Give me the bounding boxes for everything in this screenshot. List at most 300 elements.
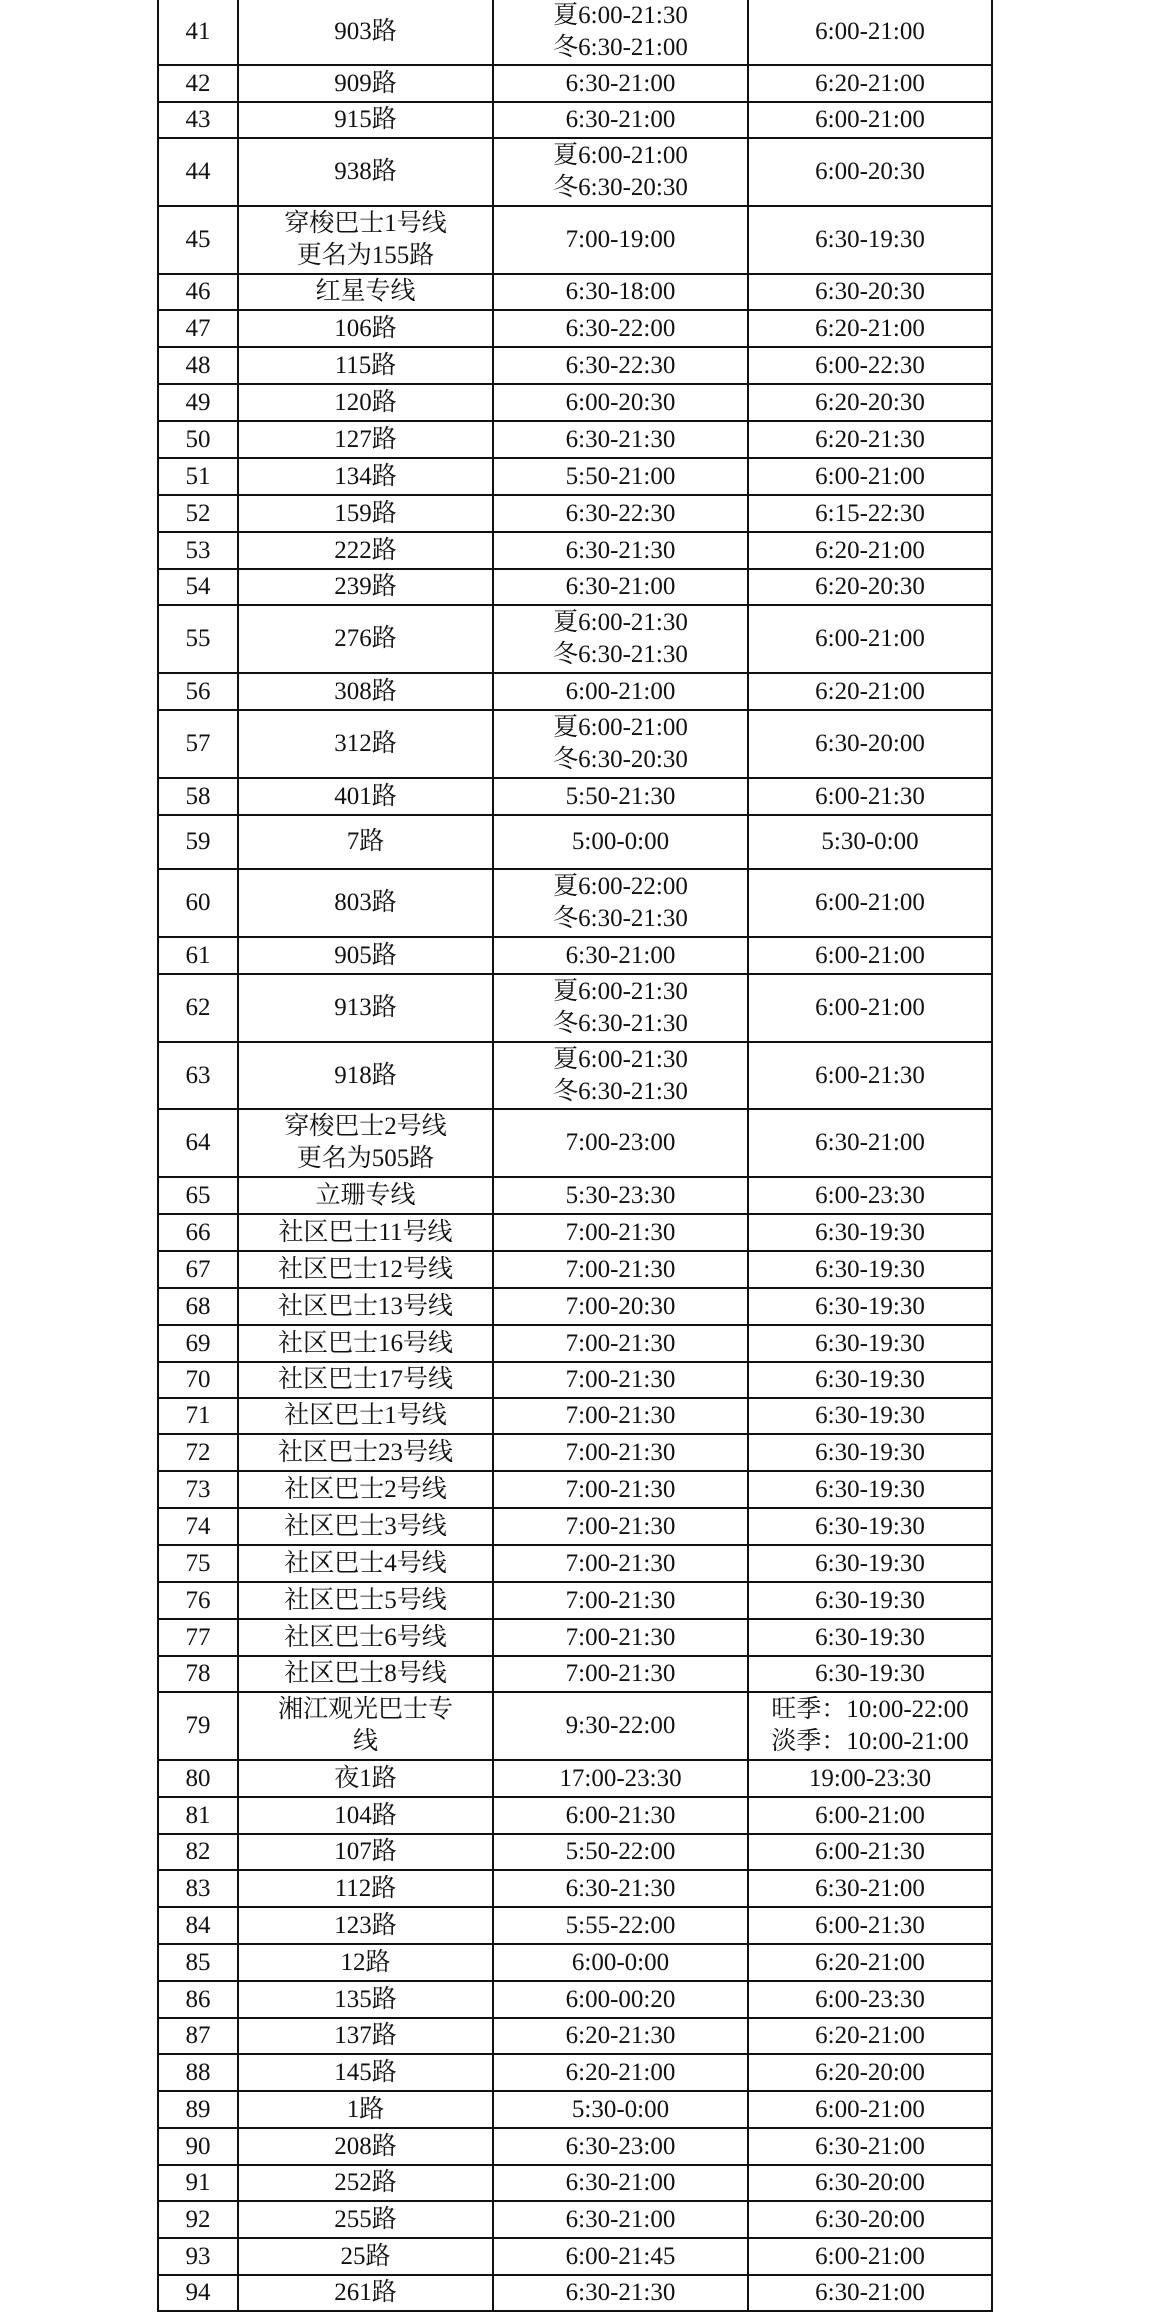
schedule-time-alt-cell bbox=[748, 1870, 992, 1907]
cell-line: 6:20-20:30 bbox=[815, 388, 925, 416]
schedule-time-alt-cell bbox=[748, 206, 992, 274]
cell-line: 239路 bbox=[334, 573, 397, 600]
schedule-time-alt-cell bbox=[748, 347, 992, 384]
cell-line: 137路 bbox=[334, 2022, 397, 2049]
route-name-cell bbox=[238, 421, 493, 458]
schedule-time-alt-cell bbox=[748, 1434, 992, 1471]
route-name-cell bbox=[238, 102, 493, 138]
cell-line: 915路 bbox=[334, 106, 397, 133]
cell-line: 903路 bbox=[334, 18, 397, 45]
cell-line: 6:30-19:30 bbox=[815, 1512, 925, 1540]
cell-line: 夏6:00-21:30 bbox=[553, 2, 688, 29]
route-name-cell bbox=[238, 495, 493, 532]
table-row bbox=[158, 495, 992, 532]
schedule-time-alt-cell bbox=[748, 384, 992, 421]
route-name-cell bbox=[238, 2165, 493, 2201]
table-row bbox=[158, 605, 992, 673]
table-row bbox=[158, 710, 992, 778]
cell-line: 5:30-0:00 bbox=[571, 2095, 670, 2123]
schedule-time-cell bbox=[493, 65, 748, 102]
route-name-cell bbox=[238, 1109, 493, 1177]
cell-line: 6:30-21:00 bbox=[815, 2279, 925, 2306]
cell-line: 6:30-21:00 bbox=[565, 573, 676, 600]
route-name-cell bbox=[238, 1288, 493, 1325]
schedule-time-alt-cell bbox=[748, 1362, 992, 1398]
cell-line: 冬6:30-20:30 bbox=[553, 174, 688, 201]
table-row bbox=[158, 2238, 992, 2275]
cell-line: 6:20-21:00 bbox=[815, 1948, 925, 1976]
row-number-cell: 59 bbox=[158, 815, 238, 869]
route-name-cell bbox=[238, 1582, 493, 1619]
table-row bbox=[158, 1619, 992, 1656]
schedule-time-cell bbox=[493, 937, 748, 974]
table-row bbox=[158, 1797, 992, 1834]
route-name-cell bbox=[238, 974, 493, 1042]
schedule-time-cell bbox=[493, 347, 748, 384]
cell-line: 6:20-21:00 bbox=[815, 69, 925, 97]
cell-line: 25路 bbox=[340, 2242, 391, 2270]
cell-line: 更名为155路 bbox=[296, 242, 435, 269]
cell-line: 冬6:30-21:00 bbox=[553, 34, 688, 61]
cell-line: 社区巴士2号线 bbox=[284, 1475, 447, 1503]
route-name-cell bbox=[238, 1362, 493, 1398]
table-row bbox=[158, 310, 992, 347]
schedule-time-alt-cell bbox=[748, 1109, 992, 1177]
cell-line: 6:20-21:00 bbox=[565, 2058, 676, 2086]
cell-line: 夏6:00-21:00 bbox=[553, 142, 688, 169]
cell-line: 6:30-19:30 bbox=[815, 1438, 925, 1466]
route-name-cell bbox=[238, 1251, 493, 1288]
schedule-time-cell bbox=[493, 1251, 748, 1288]
route-name-cell bbox=[238, 1398, 493, 1434]
cell-line: 159路 bbox=[334, 499, 397, 527]
schedule-time-alt-cell bbox=[748, 310, 992, 347]
cell-line: 7:00-21:30 bbox=[565, 1402, 676, 1429]
schedule-time-cell bbox=[493, 1619, 748, 1656]
cell-line: 7:00-21:30 bbox=[565, 1549, 676, 1577]
row-number-cell: 57 bbox=[158, 710, 238, 778]
route-name-cell bbox=[238, 1760, 493, 1797]
cell-line: 6:00-21:00 bbox=[815, 106, 925, 133]
route-name-cell bbox=[238, 710, 493, 778]
cell-line: 106路 bbox=[334, 314, 397, 342]
cell-line: 6:20-21:30 bbox=[565, 2022, 676, 2049]
cell-line: 6:00-21:30 bbox=[815, 1838, 925, 1865]
row-number-cell: 54 bbox=[158, 569, 238, 605]
route-name-cell bbox=[238, 2091, 493, 2128]
route-name-cell bbox=[238, 532, 493, 569]
table-row bbox=[158, 1177, 992, 1214]
route-name-cell bbox=[238, 937, 493, 974]
cell-line: 社区巴士4号线 bbox=[284, 1549, 447, 1577]
table-row bbox=[158, 0, 992, 65]
row-number-cell: 69 bbox=[158, 1325, 238, 1362]
schedule-time-cell bbox=[493, 1760, 748, 1797]
schedule-time-cell bbox=[493, 138, 748, 206]
cell-line: 112路 bbox=[334, 1874, 397, 1902]
schedule-time-cell bbox=[493, 206, 748, 274]
table-row bbox=[158, 1109, 992, 1177]
table-row bbox=[158, 778, 992, 815]
row-number-cell: 71 bbox=[158, 1398, 238, 1434]
schedule-time-cell bbox=[493, 1834, 748, 1870]
table-row bbox=[158, 2128, 992, 2165]
cell-line: 6:00-21:30 bbox=[565, 1801, 676, 1829]
schedule-time-alt-cell bbox=[748, 1907, 992, 1944]
row-number-cell: 47 bbox=[158, 310, 238, 347]
cell-line: 社区巴士17号线 bbox=[277, 1366, 453, 1393]
cell-line: 6:30-21:30 bbox=[565, 425, 676, 453]
cell-line: 9:30-22:00 bbox=[565, 1712, 676, 1739]
route-name-cell bbox=[238, 2201, 493, 2238]
cell-line: 6:00-21:30 bbox=[815, 1911, 925, 1939]
schedule-time-alt-cell bbox=[748, 569, 992, 605]
schedule-time-alt-cell bbox=[748, 102, 992, 138]
schedule-time-alt-cell bbox=[748, 1545, 992, 1582]
cell-line: 127路 bbox=[334, 425, 397, 453]
table-row bbox=[158, 384, 992, 421]
row-number-cell: 80 bbox=[158, 1760, 238, 1797]
cell-line: 6:30-21:30 bbox=[565, 1874, 676, 1902]
table-row bbox=[158, 2091, 992, 2128]
row-number-cell: 64 bbox=[158, 1109, 238, 1177]
schedule-time-cell bbox=[493, 532, 748, 569]
row-number-cell: 65 bbox=[158, 1177, 238, 1214]
table-row bbox=[158, 1398, 992, 1434]
cell-line: 6:30-19:30 bbox=[815, 1623, 925, 1651]
table-row bbox=[158, 2165, 992, 2201]
schedule-time-alt-cell bbox=[748, 1834, 992, 1870]
cell-line: 6:30-19:30 bbox=[815, 1475, 925, 1503]
table-row bbox=[158, 1508, 992, 1545]
cell-line: 7路 bbox=[346, 828, 385, 855]
schedule-time-alt-cell bbox=[748, 1288, 992, 1325]
row-number-cell: 45 bbox=[158, 206, 238, 274]
row-number-cell: 70 bbox=[158, 1362, 238, 1398]
row-number-cell: 41 bbox=[158, 0, 238, 65]
route-name-cell bbox=[238, 1834, 493, 1870]
schedule-time-cell bbox=[493, 1042, 748, 1109]
route-name-cell bbox=[238, 815, 493, 869]
cell-line: 312路 bbox=[334, 730, 397, 757]
route-name-cell bbox=[238, 2238, 493, 2275]
route-name-cell bbox=[238, 1325, 493, 1362]
schedule-time-cell bbox=[493, 274, 748, 310]
schedule-time-alt-cell bbox=[748, 1981, 992, 2018]
bus-schedule-table bbox=[157, 0, 993, 2312]
cell-line: 社区巴士12号线 bbox=[277, 1255, 453, 1283]
schedule-time-alt-cell bbox=[748, 2238, 992, 2275]
cell-line: 夏6:00-21:30 bbox=[553, 1045, 688, 1073]
cell-line: 6:00-20:30 bbox=[815, 158, 925, 185]
cell-line: 5:30-23:30 bbox=[565, 1181, 676, 1209]
cell-line: 6:30-21:00 bbox=[565, 69, 676, 97]
cell-line: 120路 bbox=[334, 388, 397, 416]
cell-line: 6:00-21:00 bbox=[815, 1801, 925, 1829]
row-number-cell: 86 bbox=[158, 1981, 238, 2018]
schedule-time-alt-cell bbox=[748, 2165, 992, 2201]
cell-line: 6:30-19:30 bbox=[815, 1660, 925, 1687]
row-number-cell: 76 bbox=[158, 1582, 238, 1619]
cell-line: 6:30-19:30 bbox=[815, 1292, 925, 1320]
table-row bbox=[158, 1471, 992, 1508]
table-row bbox=[158, 1251, 992, 1288]
cell-line: 社区巴士23号线 bbox=[277, 1438, 453, 1466]
route-name-cell bbox=[238, 1434, 493, 1471]
cell-line: 401路 bbox=[334, 782, 397, 810]
row-number-cell: 78 bbox=[158, 1656, 238, 1692]
cell-line: 261路 bbox=[334, 2279, 397, 2306]
cell-line: 12路 bbox=[340, 1948, 391, 1976]
row-number-cell: 81 bbox=[158, 1797, 238, 1834]
cell-line: 6:20-20:00 bbox=[815, 2058, 925, 2086]
schedule-time-cell bbox=[493, 974, 748, 1042]
route-name-cell bbox=[238, 2054, 493, 2091]
cell-line: 6:20-21:00 bbox=[815, 314, 925, 342]
schedule-time-cell bbox=[493, 1582, 748, 1619]
schedule-time-cell bbox=[493, 1177, 748, 1214]
cell-line: 6:00-0:00 bbox=[571, 1948, 670, 1976]
route-name-cell bbox=[238, 1508, 493, 1545]
route-name-cell bbox=[238, 2018, 493, 2054]
cell-line: 7:00-23:00 bbox=[565, 1129, 676, 1156]
row-number-cell: 56 bbox=[158, 673, 238, 710]
cell-line: 6:30-19:30 bbox=[815, 1586, 925, 1614]
schedule-time-cell bbox=[493, 2201, 748, 2238]
row-number-cell: 66 bbox=[158, 1214, 238, 1251]
table-row bbox=[158, 138, 992, 206]
cell-line: 6:30-19:30 bbox=[815, 1329, 925, 1357]
row-number-cell: 90 bbox=[158, 2128, 238, 2165]
schedule-time-alt-cell bbox=[748, 1325, 992, 1362]
cell-line: 255路 bbox=[334, 2205, 397, 2233]
cell-line: 6:30-18:00 bbox=[565, 278, 676, 305]
cell-line: 7:00-21:30 bbox=[565, 1329, 676, 1357]
table-row bbox=[158, 347, 992, 384]
cell-line: 918路 bbox=[334, 1061, 397, 1089]
route-name-cell bbox=[238, 2128, 493, 2165]
schedule-time-cell bbox=[493, 815, 748, 869]
cell-line: 6:30-19:30 bbox=[815, 1402, 925, 1429]
cell-line: 社区巴士8号线 bbox=[284, 1660, 447, 1687]
row-number-cell: 68 bbox=[158, 1288, 238, 1325]
schedule-time-cell bbox=[493, 869, 748, 937]
table-row bbox=[158, 1692, 992, 1760]
cell-line: 252路 bbox=[334, 2169, 397, 2196]
schedule-time-cell bbox=[493, 2165, 748, 2201]
route-name-cell bbox=[238, 65, 493, 102]
table-row bbox=[158, 1042, 992, 1109]
cell-line: 冬6:30-21:30 bbox=[553, 641, 688, 668]
table-row bbox=[158, 1582, 992, 1619]
cell-line: 红星专线 bbox=[315, 278, 416, 305]
schedule-time-alt-cell bbox=[748, 1251, 992, 1288]
table-row bbox=[158, 815, 992, 869]
schedule-time-alt-cell bbox=[748, 0, 992, 65]
row-number-cell: 53 bbox=[158, 532, 238, 569]
schedule-time-alt-cell bbox=[748, 1656, 992, 1692]
route-name-cell bbox=[238, 384, 493, 421]
schedule-time-alt-cell bbox=[748, 1619, 992, 1656]
table-row bbox=[158, 1288, 992, 1325]
cell-line: 6:15-22:30 bbox=[815, 499, 925, 527]
schedule-time-alt-cell bbox=[748, 1944, 992, 1981]
route-name-cell bbox=[238, 2275, 493, 2311]
cell-line: 淡季：10:00-21:00 bbox=[771, 1728, 969, 1755]
schedule-time-alt-cell bbox=[748, 2054, 992, 2091]
schedule-time-cell bbox=[493, 1692, 748, 1760]
table-row bbox=[158, 1870, 992, 1907]
cell-line: 6:00-21:00 bbox=[815, 18, 925, 45]
cell-line: 立珊专线 bbox=[315, 1181, 416, 1209]
route-name-cell bbox=[238, 310, 493, 347]
schedule-time-cell bbox=[493, 384, 748, 421]
cell-line: 6:00-21:45 bbox=[565, 2242, 676, 2270]
row-number-cell: 50 bbox=[158, 421, 238, 458]
table-row bbox=[158, 1434, 992, 1471]
cell-line: 7:00-21:30 bbox=[565, 1255, 676, 1283]
cell-line: 社区巴士16号线 bbox=[277, 1329, 453, 1357]
route-name-cell bbox=[238, 1042, 493, 1109]
schedule-time-cell bbox=[493, 1907, 748, 1944]
cell-line: 135路 bbox=[334, 1985, 397, 2013]
table-row bbox=[158, 1214, 992, 1251]
schedule-time-cell bbox=[493, 421, 748, 458]
row-number-cell: 92 bbox=[158, 2201, 238, 2238]
row-number-cell: 48 bbox=[158, 347, 238, 384]
cell-line: 803路 bbox=[334, 889, 397, 916]
route-name-cell bbox=[238, 1797, 493, 1834]
schedule-time-cell bbox=[493, 2018, 748, 2054]
schedule-time-cell bbox=[493, 1870, 748, 1907]
cell-line: 6:30-21:30 bbox=[565, 2279, 676, 2306]
schedule-time-alt-cell bbox=[748, 710, 992, 778]
schedule-time-alt-cell bbox=[748, 869, 992, 937]
schedule-time-alt-cell bbox=[748, 1692, 992, 1760]
schedule-time-cell bbox=[493, 710, 748, 778]
cell-line: 6:30-19:30 bbox=[815, 226, 925, 253]
route-name-cell bbox=[238, 0, 493, 65]
schedule-time-cell bbox=[493, 310, 748, 347]
row-number-cell: 79 bbox=[158, 1692, 238, 1760]
schedule-time-alt-cell bbox=[748, 2018, 992, 2054]
schedule-time-alt-cell bbox=[748, 974, 992, 1042]
cell-line: 社区巴士1号线 bbox=[284, 1402, 447, 1429]
route-name-cell bbox=[238, 206, 493, 274]
schedule-time-cell bbox=[493, 605, 748, 673]
cell-line: 6:00-21:00 bbox=[565, 677, 676, 705]
row-number-cell: 73 bbox=[158, 1471, 238, 1508]
cell-line: 5:00-0:00 bbox=[571, 828, 670, 855]
cell-line: 222路 bbox=[334, 536, 397, 564]
cell-line: 5:55-22:00 bbox=[565, 1911, 676, 1939]
schedule-time-alt-cell bbox=[748, 1398, 992, 1434]
schedule-time-cell bbox=[493, 1434, 748, 1471]
cell-line: 276路 bbox=[334, 625, 397, 652]
schedule-time-alt-cell bbox=[748, 1214, 992, 1251]
schedule-time-alt-cell bbox=[748, 274, 992, 310]
cell-line: 6:30-21:00 bbox=[815, 1874, 925, 1902]
schedule-time-cell bbox=[493, 1797, 748, 1834]
cell-line: 6:30-22:00 bbox=[565, 314, 676, 342]
schedule-time-cell bbox=[493, 1214, 748, 1251]
cell-line: 145路 bbox=[334, 2058, 397, 2086]
cell-line: 905路 bbox=[334, 941, 397, 969]
row-number-cell: 60 bbox=[158, 869, 238, 937]
route-name-cell bbox=[238, 605, 493, 673]
schedule-time-cell bbox=[493, 1981, 748, 2018]
cell-line: 104路 bbox=[334, 1801, 397, 1829]
cell-line: 线 bbox=[352, 1728, 378, 1755]
table-row bbox=[158, 274, 992, 310]
schedule-time-cell bbox=[493, 1109, 748, 1177]
table-row bbox=[158, 937, 992, 974]
route-name-cell bbox=[238, 1545, 493, 1582]
cell-line: 6:30-19:30 bbox=[815, 1549, 925, 1577]
cell-line: 6:30-20:00 bbox=[815, 730, 925, 757]
cell-line: 6:00-21:00 bbox=[815, 994, 925, 1021]
schedule-time-cell bbox=[493, 1545, 748, 1582]
schedule-time-alt-cell bbox=[748, 421, 992, 458]
table-row bbox=[158, 974, 992, 1042]
schedule-time-cell bbox=[493, 778, 748, 815]
cell-line: 6:30-19:30 bbox=[815, 1255, 925, 1283]
cell-line: 夜1路 bbox=[334, 1764, 397, 1792]
cell-line: 夏6:00-21:30 bbox=[553, 978, 688, 1005]
cell-line: 19:00-23:30 bbox=[808, 1764, 932, 1792]
cell-line: 134路 bbox=[334, 462, 397, 490]
row-number-cell: 49 bbox=[158, 384, 238, 421]
schedule-time-alt-cell bbox=[748, 2275, 992, 2311]
schedule-time-cell bbox=[493, 1398, 748, 1434]
cell-line: 6:30-21:00 bbox=[565, 941, 676, 969]
route-name-cell bbox=[238, 778, 493, 815]
cell-line: 7:00-21:30 bbox=[565, 1218, 676, 1246]
row-number-cell: 91 bbox=[158, 2165, 238, 2201]
route-name-cell bbox=[238, 138, 493, 206]
cell-line: 5:30-0:00 bbox=[821, 828, 919, 855]
table-row bbox=[158, 458, 992, 495]
schedule-time-alt-cell bbox=[748, 673, 992, 710]
cell-line: 107路 bbox=[334, 1838, 397, 1865]
cell-line: 7:00-21:30 bbox=[565, 1623, 676, 1651]
table-row bbox=[158, 1981, 992, 2018]
schedule-time-cell bbox=[493, 2054, 748, 2091]
table-row bbox=[158, 2018, 992, 2054]
cell-line: 7:00-21:30 bbox=[565, 1586, 676, 1614]
cell-line: 123路 bbox=[334, 1911, 397, 1939]
cell-line: 1路 bbox=[346, 2095, 385, 2123]
row-number-cell: 72 bbox=[158, 1434, 238, 1471]
schedule-time-alt-cell bbox=[748, 1177, 992, 1214]
route-name-cell bbox=[238, 1619, 493, 1656]
cell-line: 208路 bbox=[334, 2132, 397, 2160]
schedule-time-alt-cell bbox=[748, 2201, 992, 2238]
route-name-cell bbox=[238, 1870, 493, 1907]
cell-line: 7:00-21:30 bbox=[565, 1366, 676, 1393]
table-body bbox=[158, 0, 992, 2311]
schedule-time-alt-cell bbox=[748, 815, 992, 869]
table-row bbox=[158, 1656, 992, 1692]
route-name-cell bbox=[238, 1656, 493, 1692]
cell-line: 6:30-23:00 bbox=[565, 2132, 676, 2160]
row-number-cell: 88 bbox=[158, 2054, 238, 2091]
schedule-time-cell bbox=[493, 2091, 748, 2128]
route-name-cell bbox=[238, 458, 493, 495]
cell-line: 913路 bbox=[334, 994, 397, 1021]
row-number-cell: 42 bbox=[158, 65, 238, 102]
row-number-cell: 93 bbox=[158, 2238, 238, 2275]
